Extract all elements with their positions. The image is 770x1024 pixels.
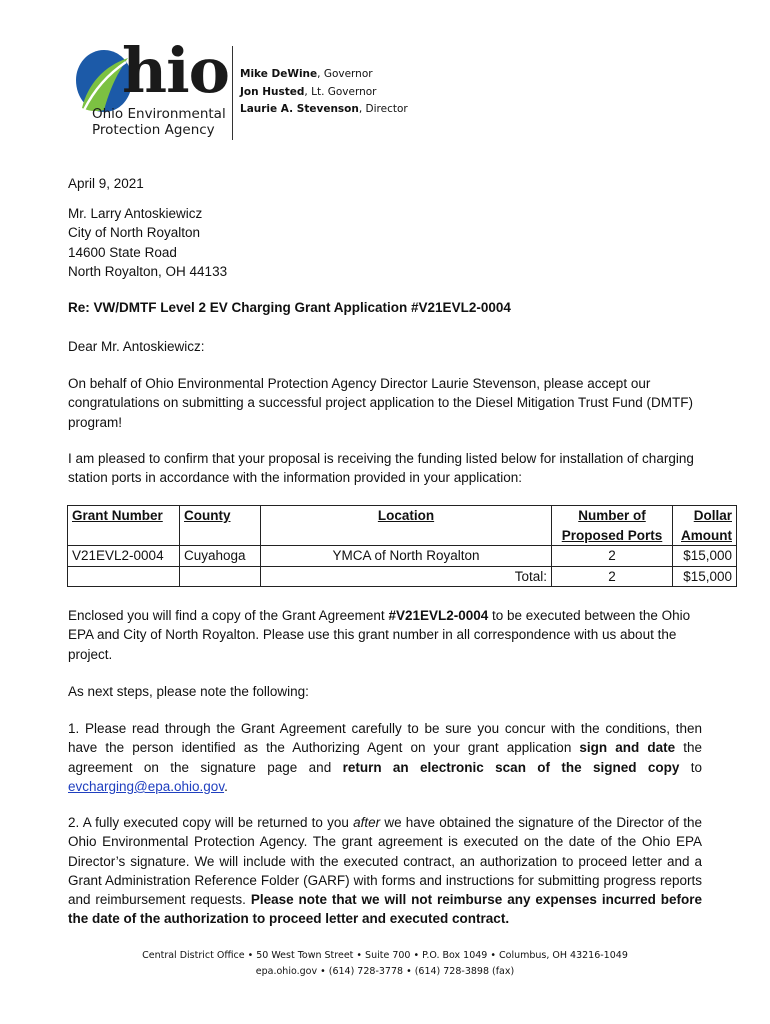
next-steps-intro: As next steps, please note the following:	[68, 684, 309, 699]
official-governor: Mike DeWine, Governor	[240, 68, 373, 80]
ohio-epa-logo	[74, 34, 234, 144]
logo-agency-line1: Ohio Environmental	[92, 106, 226, 122]
header-amount: Dollar Amount	[673, 506, 737, 546]
table-row	[68, 546, 737, 567]
step-1: 1. Please read through the Grant Agreement carefully to be sure you concur with the conditions, then have the person identified as the Authorizing Agent on your grant application sign and date the agreement on the signature page and return an electronic scan of the signed copy to evcharging@epa.ohio.gov.	[68, 721, 702, 794]
official-lt-governor: Jon Husted, Lt. Governor	[240, 85, 377, 98]
cell-location: YMCA of North Royalton	[261, 546, 552, 567]
officials-list	[240, 66, 408, 119]
cell-grant-number: V21EVL2-0004	[68, 546, 180, 567]
letterhead-divider	[232, 46, 233, 140]
table-total-row	[68, 566, 737, 587]
grant-table	[67, 505, 737, 587]
cell-amount: $15,000	[673, 546, 737, 567]
step-2: 2. A fully executed copy will be returned to you after we have obtained the signature of the Director of the Ohio Environmental Protection Agency. The grant agreement is executed on the date of the Ohio EPA Director’s signature. We will include with the executed contract, an authorization to proceed letter and a Grant Administration Reference Folder (GARF) with forms and instructions for submitting progress reports and reimbursement requests. Please note that we will not reimburse any expenses incurred before the date of the authorization to proceed letter and executed contract.	[68, 815, 703, 927]
official-director: Laurie A. Stevenson, Director	[240, 103, 408, 115]
footer-address: Central District Office • 50 West Town Street • Suite 700 • P.O. Box 1049 • Columbus, OH 43216-1049	[142, 950, 628, 961]
cell-ports: 2	[552, 546, 673, 567]
recipient-address: Mr. Larry Antoskiewicz City of North Royalton 14600 State Road North Royalton, OH 44133	[68, 206, 228, 279]
salutation: Dear Mr. Antoskiewicz:	[68, 339, 205, 354]
logo-agency-line2: Protection Agency	[92, 122, 215, 138]
footer-contact: epa.ohio.gov • (614) 728-3778 • (614) 728-3898 (fax)	[255, 966, 515, 977]
paragraph-congratulations: On behalf of Ohio Environmental Protection Agency Director Laurie Stevenson, please accept our congratulations on submitting a successful project application to the Diesel Mitigation Trust Fund (DMTF) program!	[68, 376, 694, 430]
logo-wordmark: hio	[122, 34, 229, 107]
footer	[0, 948, 770, 980]
header-county: County	[180, 506, 261, 546]
letter-subject: Re: VW/DMTF Level 2 EV Charging Grant Application #V21EVL2-0004	[68, 300, 511, 315]
email-link[interactable]: evcharging@epa.ohio.gov	[68, 778, 225, 794]
paragraph-funding: I am pleased to confirm that your proposal is receiving the funding listed below for installation of charging station ports in accordance with the information provided in your application:	[68, 451, 694, 486]
total-amount: $15,000	[673, 566, 737, 587]
table-header-row	[68, 506, 737, 546]
cell-county: Cuyahoga	[180, 546, 261, 567]
total-ports: 2	[552, 566, 673, 587]
paragraph-enclosed: Enclosed you will find a copy of the Grant Agreement #V21EVL2-0004 to be executed between the Ohio EPA and City of North Royalton. Please use this grant number in all correspondence with us about the project.	[68, 608, 691, 662]
header-grant-number: Grant Number	[68, 506, 180, 546]
total-label: Total:	[261, 566, 552, 587]
header-location: Location	[261, 506, 552, 546]
letter-date: April 9, 2021	[68, 176, 144, 191]
header-ports: Number of Proposed Ports	[552, 506, 673, 546]
